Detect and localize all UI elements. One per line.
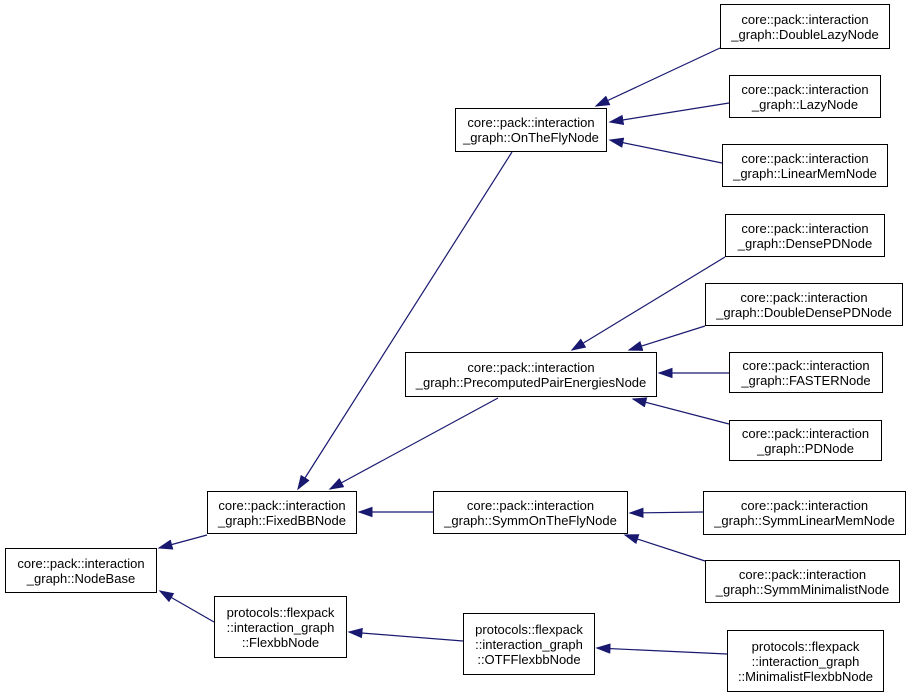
- node-label-line: _graph::LazyNode: [751, 96, 859, 112]
- edge-symmminimalistnode-symmontheflynode: [625, 535, 705, 561]
- node-lazynode[interactable]: [729, 75, 881, 118]
- node-label-line: core::pack::interaction: [467, 115, 595, 130]
- edge-lazynode-ontheflynode: [610, 103, 729, 122]
- node-label-line: protocols::flexpack: [475, 621, 583, 637]
- node-label-line: core::pack::interaction: [740, 289, 868, 305]
- node-fixedbbnode[interactable]: [207, 491, 357, 534]
- node-precomputedpairenergiesnode[interactable]: [405, 352, 657, 397]
- node-otfflexbbnode[interactable]: [463, 613, 595, 675]
- node-label-line: ::interaction_graph: [751, 653, 860, 669]
- node-label-line: _graph::PrecomputedPairEnergiesNode: [415, 374, 647, 390]
- edge-precomputedpairenergiesnode-fixedbbnode: [330, 398, 498, 489]
- edge-otfflexbbnode-flexbbnode: [349, 632, 463, 641]
- node-pdnode[interactable]: [729, 420, 882, 461]
- node-label-line: core::pack::interaction: [218, 497, 346, 513]
- node-label-line: core::pack::interaction: [741, 150, 869, 166]
- node-densepdnode[interactable]: [725, 214, 885, 257]
- node-doubledensepdnode[interactable]: [705, 283, 903, 326]
- node-label-line: protocols::flexpack: [226, 604, 335, 620]
- node-label-line: _graph::DoubleLazyNode: [731, 26, 879, 42]
- node-flexbbnode[interactable]: [214, 596, 347, 658]
- node-minimalistflexbbnode[interactable]: [727, 630, 884, 692]
- node-label-line: _graph::FixedBBNode: [218, 512, 346, 528]
- node-label-line: core::pack::interaction: [741, 11, 869, 27]
- node-label-line: core::pack::interaction: [740, 498, 869, 513]
- edge-doubledensepdnode-precomputedpairenergiesnode: [629, 326, 705, 350]
- node-ontheflynode[interactable]: [455, 108, 607, 152]
- edge-densepdnode-precomputedpairenergiesnode: [572, 257, 725, 350]
- node-label-line: _graph::LinearMemNode: [733, 165, 877, 181]
- edge-fixedbbnode-nodebase: [159, 535, 207, 548]
- edge-ontheflynode-fixedbbnode: [298, 152, 512, 489]
- node-label-line: core::pack::interaction: [741, 425, 870, 441]
- node-linearmemnode[interactable]: [722, 144, 888, 187]
- node-label-line: _graph::SymmLinearMemNode: [714, 513, 895, 528]
- node-fasternode[interactable]: [729, 352, 883, 393]
- node-symmlinearmemnode[interactable]: [703, 491, 906, 535]
- node-label-line: _graph::FASTERNode: [741, 372, 871, 388]
- node-label-line: core::pack::interaction: [738, 566, 867, 582]
- node-symmontheflynode[interactable]: [433, 491, 628, 534]
- edge-symmlinearmemnode-symmontheflynode: [630, 512, 703, 513]
- node-label-line: core::pack::interaction: [17, 555, 145, 571]
- node-label-line: core::pack::interaction: [466, 497, 595, 513]
- node-label-line: ::MinimalistFlexbbNode: [737, 668, 874, 684]
- node-label-line: _graph::SymmMinimalistNode: [715, 581, 890, 597]
- edge-linearmemnode-ontheflynode: [610, 140, 722, 163]
- node-nodebase[interactable]: [5, 548, 157, 593]
- node-label-line: protocols::flexpack: [751, 638, 860, 654]
- node-symmminimalistnode[interactable]: [705, 560, 900, 603]
- node-label-line: _graph::PDNode: [757, 440, 854, 456]
- node-label-line: ::interaction_graph: [475, 636, 583, 652]
- node-label-line: _graph::SymmOnTheFlyNode: [444, 512, 617, 528]
- edge-doublelazynode-ontheflynode: [596, 48, 720, 106]
- node-label-line: ::FlexbbNode: [241, 634, 320, 650]
- node-label-line: _graph::DoubleDensePDNode: [716, 304, 892, 320]
- node-label-line: core::pack::interaction: [742, 357, 870, 373]
- node-label-line: core::pack::interaction: [741, 81, 869, 97]
- edge-flexbbnode-nodebase: [160, 591, 214, 622]
- node-label-line: _graph::NodeBase: [26, 570, 136, 586]
- node-label-line: _graph::DensePDNode: [737, 235, 873, 251]
- node-doublelazynode[interactable]: [720, 4, 890, 49]
- node-label-line: ::interaction_graph: [226, 619, 335, 635]
- node-label-line: core::pack::interaction: [741, 220, 869, 236]
- node-label-line: ::OTFFlexbbNode: [477, 651, 581, 667]
- node-label-line: _graph::OnTheFlyNode: [463, 130, 599, 145]
- node-label-line: core::pack::interaction: [467, 359, 595, 375]
- edge-minimalistflexbbnode-otfflexbbnode: [597, 648, 727, 654]
- edge-pdnode-precomputedpairenergiesnode: [633, 399, 729, 424]
